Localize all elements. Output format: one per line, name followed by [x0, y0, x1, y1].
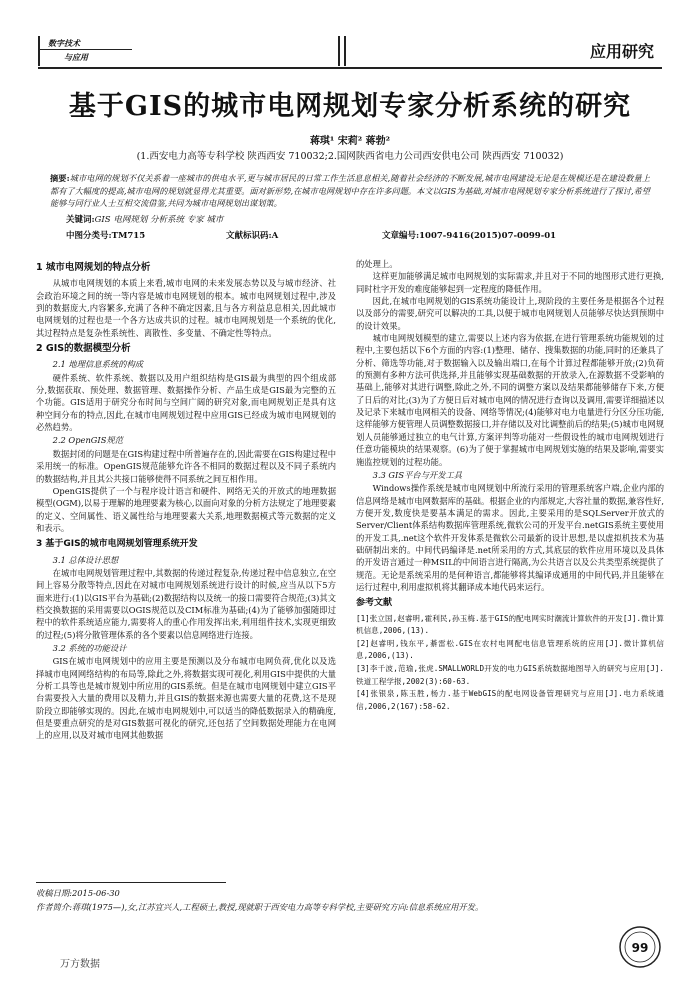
journal-logo-divider [40, 49, 132, 50]
watermark: 万方数据 [60, 959, 100, 970]
reference-item: [3]李千波,范瑜,张虎.SMALLWORLD开发的电力GIS系统数据地图导入的研究与应用[J].铁道工程学报,2002(3):60-63. [356, 664, 664, 686]
paragraph: 的处理上。 [356, 259, 398, 269]
paragraph: 在城市电网规划管理过程中,其数据的传递过程复杂,传递过程中信息独立,在空间上容易分散等特点,因此在对城市电网规划系统进行设计的时候,应当从以下5方面来进行:(1)以GIS平台为基础;(2)数据结构以及统一的接口需要符合规范;(3)其文档交换数据的采用需要以OGIS规范以及CIM标准为基础;(4)为了能够加强随即过程中的软件系统适应能力,需要将人的重心作用发挥出来,利用组件技术,实现更细致的过程;(5)将分散管理体系的各个要素以信息网络进行连接。 [36, 567, 336, 640]
reference-item: [1]张立国,赵睿明,霍利民,孙玉梅.基于GIS的配电网实时潮流计算软件的开发[J].微计算机信息,2006,(13). [356, 613, 664, 636]
clc-number: 中图分类号:TM715 [66, 231, 146, 241]
column-name: 应用研究 [589, 42, 654, 61]
article-affiliations: (1.西安电力高等专科学校 陕西西安 710032;2.国网陕西省电力公司西安供电公司 陕西西安 710032) [136, 151, 564, 162]
subsection-heading: 3.3 GIS平台与开发工具 [372, 469, 463, 480]
article-meta [66, 229, 646, 241]
received-date: 收稿日期:2015-06-30 [36, 888, 120, 898]
article-authors: 蒋琪¹ 宋莉² 蒋勃² [309, 136, 391, 147]
section-heading: 1 城市电网规划的特点分析 [36, 262, 151, 273]
header-bar [338, 36, 340, 66]
article-number: 文章编号:1007-9416(2015)07-0099-01 [382, 231, 557, 241]
section-heading: 3 基于GIS的城市电网规划管理系统开发 [36, 539, 198, 550]
abstract-label: 摘要: [50, 173, 70, 183]
journal-name-line2: 与应用 [64, 52, 88, 62]
paragraph: 硬件系统、软件系统、数据以及用户组织结构是GIS最为典型的四个组成部分,数据获取、预处理、数据管理、数据操作分析、产品生成是GIS最为完整的五个功能。GIS适用于研究分布时间与空间广阔的研究对象,而电网规划正是具有这种空间分布的特点,因此,在城市电网规划过程中应用GIS已经成为城市电网规划的必然趋势。 [36, 372, 336, 433]
paragraph: 数据封闭的问题是在GIS构建过程中所普遍存在的,因此需要在GIS构建过程中采用统一的标准。OpenGIS规范能够允许各不相同的数据过程以及不同子系统内的数据结构,并且其公共接口能够使得不同系统之间互相作用。 [36, 448, 336, 484]
header-rule [38, 67, 662, 69]
reference-item: [4]张银泉,陈玉胜,杨力.基于WebGIS的配电网设备管理研究与应用[J].电力系统通信,2006,2(167):58-62. [356, 689, 664, 711]
footnote-rule [36, 882, 226, 883]
page-number: 99 [631, 941, 649, 955]
paragraph: OpenGIS提供了一个与程序设计语言和硬件、网络无关的开放式的地理数据模型(OGM),以易于理解的地理要素为核心,以面向对象的分析方法规定了地理要素的定义、空间属性、语义属性给与地理要素大关系,地理数据模式等元数据的定义和表示。 [36, 485, 336, 533]
section-heading: 2 GIS的数据模型分析 [36, 343, 131, 355]
left-column [36, 258, 336, 742]
document-code: 文献标识码:A [226, 231, 279, 241]
journal-name-line1: 数字技术 [48, 38, 80, 48]
article-title: 基于GIS的城市电网规划专家分析系统的研究 [68, 91, 632, 122]
right-column [356, 258, 664, 713]
reference-item: [2]赵睿明,钱东平,綦雷松.GIS在农村电网配电信息管理系统的应用[J].微计算机信息,2006,(13). [356, 638, 664, 661]
paragraph: 这样更加能够满足城市电网规划的实际需求,并且对于不同的地图形式进行更换,同时杜字开发的难度能够起到一定程度的降低作用。 [356, 271, 664, 294]
paragraph: 因此,在城市电网规划的GIS系统功能设计上,现阶段的主要任务是根据各个过程以及部分的需要,研究可以解决的工具,以便于城市电网规划人员能够尽快达到预期中的设计效果。 [356, 296, 664, 331]
paragraph: GIS在城市电网规划中的应用主要是预测以及分布城市电网负荷,优化以及选择城市电网网络结构的布局等,除此之外,将数据实现可视化,利用GIS中提供的大量分析工具等也是城市规划中所应用的GIS系统。但是在城市电网规划中建立GIS平台需要投入大量的费用以及精力,并且GIS的数据来源也需要大量的花费,这不是现阶段立即能够实现的。因此,在城市电网规划中,可以适当的降低数据录入的精确度,但是要重点研究的是对GIS数据可视化的研究,还包括了空间数据处理能力在电网上的应用,以及对城市电网其他数据 [36, 656, 336, 741]
journal-header [38, 36, 662, 66]
paragraph: Windows操作系统是城市电网规划中所流行采用的管理系统客户端,企业内部的信息网络是城市电网数据库的基础。根据企业的内部规定,大容社量的数据,兼容性好,方便开发,数度快是要基本满足的需求。因此,主要采用的是SQLServer开放式的Server/Client体系结构数据库管理系统,微软公司的开发平台.netGIS系统主要使用的开发工具,.net这个软件开发体系是微软公司最新的设计思想,是以虚拟机技术为基础研制出来的。中间代码编译是.net所采用的方式,其底层的软件应用环境以及具体的开发语言通过一种MSIL的中间语言进行隔离,为公共语言以及公共类型系统提供了规范。无论是系统采用的是何种语言,都能够将其编译成通用的中间代码,并且能够在运行过程中,利用虚拟机将其翻译成本地代码来运行。 [356, 483, 664, 592]
header-bar [344, 36, 346, 66]
keywords-label: 关键词: [66, 215, 95, 225]
paragraph: 从城市电网规划的本质上来看,城市电网的未来发展态势以及与城市经济、社会政治环境之间的统一等内容是城市电网规划的根本。城市电网规划过程中,涉及到的数据庞大,内容繁多,充满了各种不确定因素,且与各方利益息息相关,因此城市电网规划的过程也是一个各方达成共识的过程。城市电网规划是一个系统的优化,其过程特点是复杂性系统性、离散性、多变量、不确定性等特点。 [36, 278, 336, 338]
abstract [50, 172, 650, 210]
abstract-text: 城市电网的规划不仅关系着一座城市的供电水平,更与城市居民的日常工作生活息息相关,随着社会经济的不断发展,城市电网建设无论是在规模还是在建设数量上都有了大幅度的提高,城市电网的规划就显得尤其重要。面对新形势,在城市电网规划中存在许多问题。本文以GIS为基础,对城市电网规划专家分析系统进行了探讨,希望能够与同行业人士互相交流借鉴,共同为城市电网规划出谋划策。 [50, 173, 650, 208]
subsection-heading: 2.2 OpenGIS规范 [52, 435, 123, 446]
paragraph: 城市电网规划模型的建立,需要以上述内容为依据,在进行管理系统功能规划的过程中,主要包括以下6个方面的内容:(1)整理、储存、搜集数据的功能,同时的还兼具了分析、筛选等功能,对于数据输入以及输出端口,在每个计算过程都能够开放;(2)负荷的预测有多种方法可供选择,并且能够实现基础数据的开放录入,在源数据不受影响的基础上,能够对其进行调整,除此之外,不同的调整方案以及结果都能够储存下来,方便了日后的对比;(3)为了方便日后对城市电网的情况进行查询以及调用,需要详细描述以及记录下来城市电网相关的设备、网络等情况;(4)能够对电力电量进行分区分压功能,这样能够方便管理人员调整数据接口,并存储以及对比调整前后的结果;(5)城市电网规划人员能够通过独立的电气计算,方案评判等功能对一些假设性的城市电网规划进行任意功能模块的结果观察。(6)为了便于掌握城市电网规划实施的结果及影响,需要实施监控规划的过程功能。 [356, 333, 664, 467]
keywords-text: GIS 电网规划 分析系统 专家 城市 [94, 215, 224, 225]
author-bio: 作者简介:蒋琪(1975—),女,江苏宜兴人,工程硕士,教授,现就职于西安电力高等专科学校,主要研究方向:信息系统应用开发。 [36, 902, 484, 912]
journal-logo [38, 36, 132, 66]
subsection-heading: 3.2 系统的功能设计 [52, 642, 127, 653]
keywords [66, 213, 646, 225]
page-number-badge [618, 925, 662, 969]
references-title: 参考文献 [356, 598, 393, 609]
subsection-heading: 2.1 地理信息系统的构成 [52, 359, 144, 370]
page-badge-seal-icon [618, 925, 662, 969]
subsection-heading: 3.1 总体设计思想 [52, 554, 119, 565]
